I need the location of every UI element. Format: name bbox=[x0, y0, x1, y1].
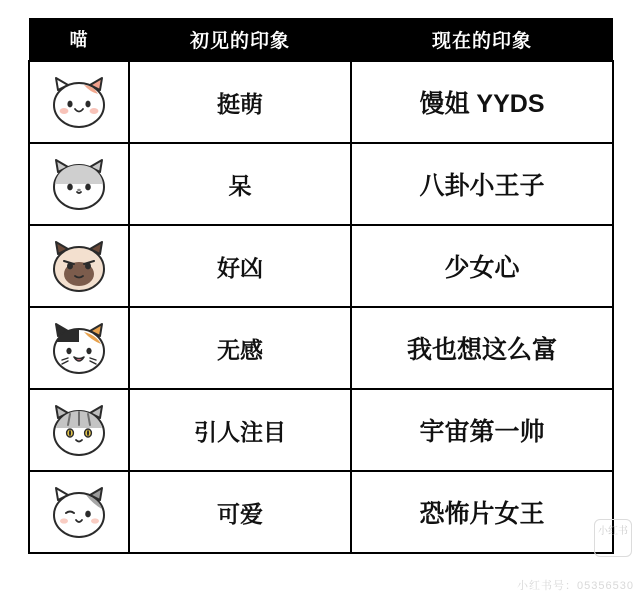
cell-first-impression: 挺萌 bbox=[129, 61, 351, 143]
table-row bbox=[29, 471, 613, 553]
cell-first-impression: 无感 bbox=[129, 307, 351, 389]
cell-current-impression: 馒姐 YYDS bbox=[351, 61, 613, 143]
cell-first-impression: 呆 bbox=[129, 143, 351, 225]
cell-avatar bbox=[29, 389, 129, 471]
cell-avatar bbox=[29, 225, 129, 307]
impression-sheet bbox=[28, 18, 612, 554]
table-row bbox=[29, 389, 613, 471]
calico-cat-shouting-icon bbox=[30, 309, 128, 387]
cell-avatar bbox=[29, 143, 129, 225]
cell-first-impression: 可爱 bbox=[129, 471, 351, 553]
table-header-row bbox=[29, 18, 613, 61]
table-row bbox=[29, 307, 613, 389]
cell-avatar bbox=[29, 61, 129, 143]
cell-current-impression: 少女心 bbox=[351, 225, 613, 307]
cell-avatar bbox=[29, 471, 129, 553]
table-row bbox=[29, 61, 613, 143]
table-body bbox=[29, 61, 613, 553]
cell-current-impression: 八卦小王子 bbox=[351, 143, 613, 225]
column-header-category: 喵 bbox=[29, 18, 129, 61]
cell-first-impression: 好凶 bbox=[129, 225, 351, 307]
tabby-cat-icon bbox=[30, 391, 128, 469]
cell-current-impression: 恐怖片女王 bbox=[351, 471, 613, 553]
cell-current-impression: 我也想这么富 bbox=[351, 307, 613, 389]
grey-cat-icon bbox=[30, 145, 128, 223]
white-cat-sleepy-icon bbox=[30, 473, 128, 551]
impression-table bbox=[28, 18, 614, 554]
siamese-cat-icon bbox=[30, 227, 128, 305]
table-header bbox=[29, 18, 613, 61]
watermark-caption: 小红书号：05356530 bbox=[517, 580, 634, 592]
table-row bbox=[29, 225, 613, 307]
column-header-current-impression: 现在的印象 bbox=[351, 18, 613, 61]
white-calico-cat-icon bbox=[30, 63, 128, 141]
table-row bbox=[29, 143, 613, 225]
column-header-first-impression: 初见的印象 bbox=[129, 18, 351, 61]
cell-current-impression: 宇宙第一帅 bbox=[351, 389, 613, 471]
cell-avatar bbox=[29, 307, 129, 389]
cell-first-impression: 引人注目 bbox=[129, 389, 351, 471]
watermark-badge: 小红书 bbox=[594, 519, 632, 557]
